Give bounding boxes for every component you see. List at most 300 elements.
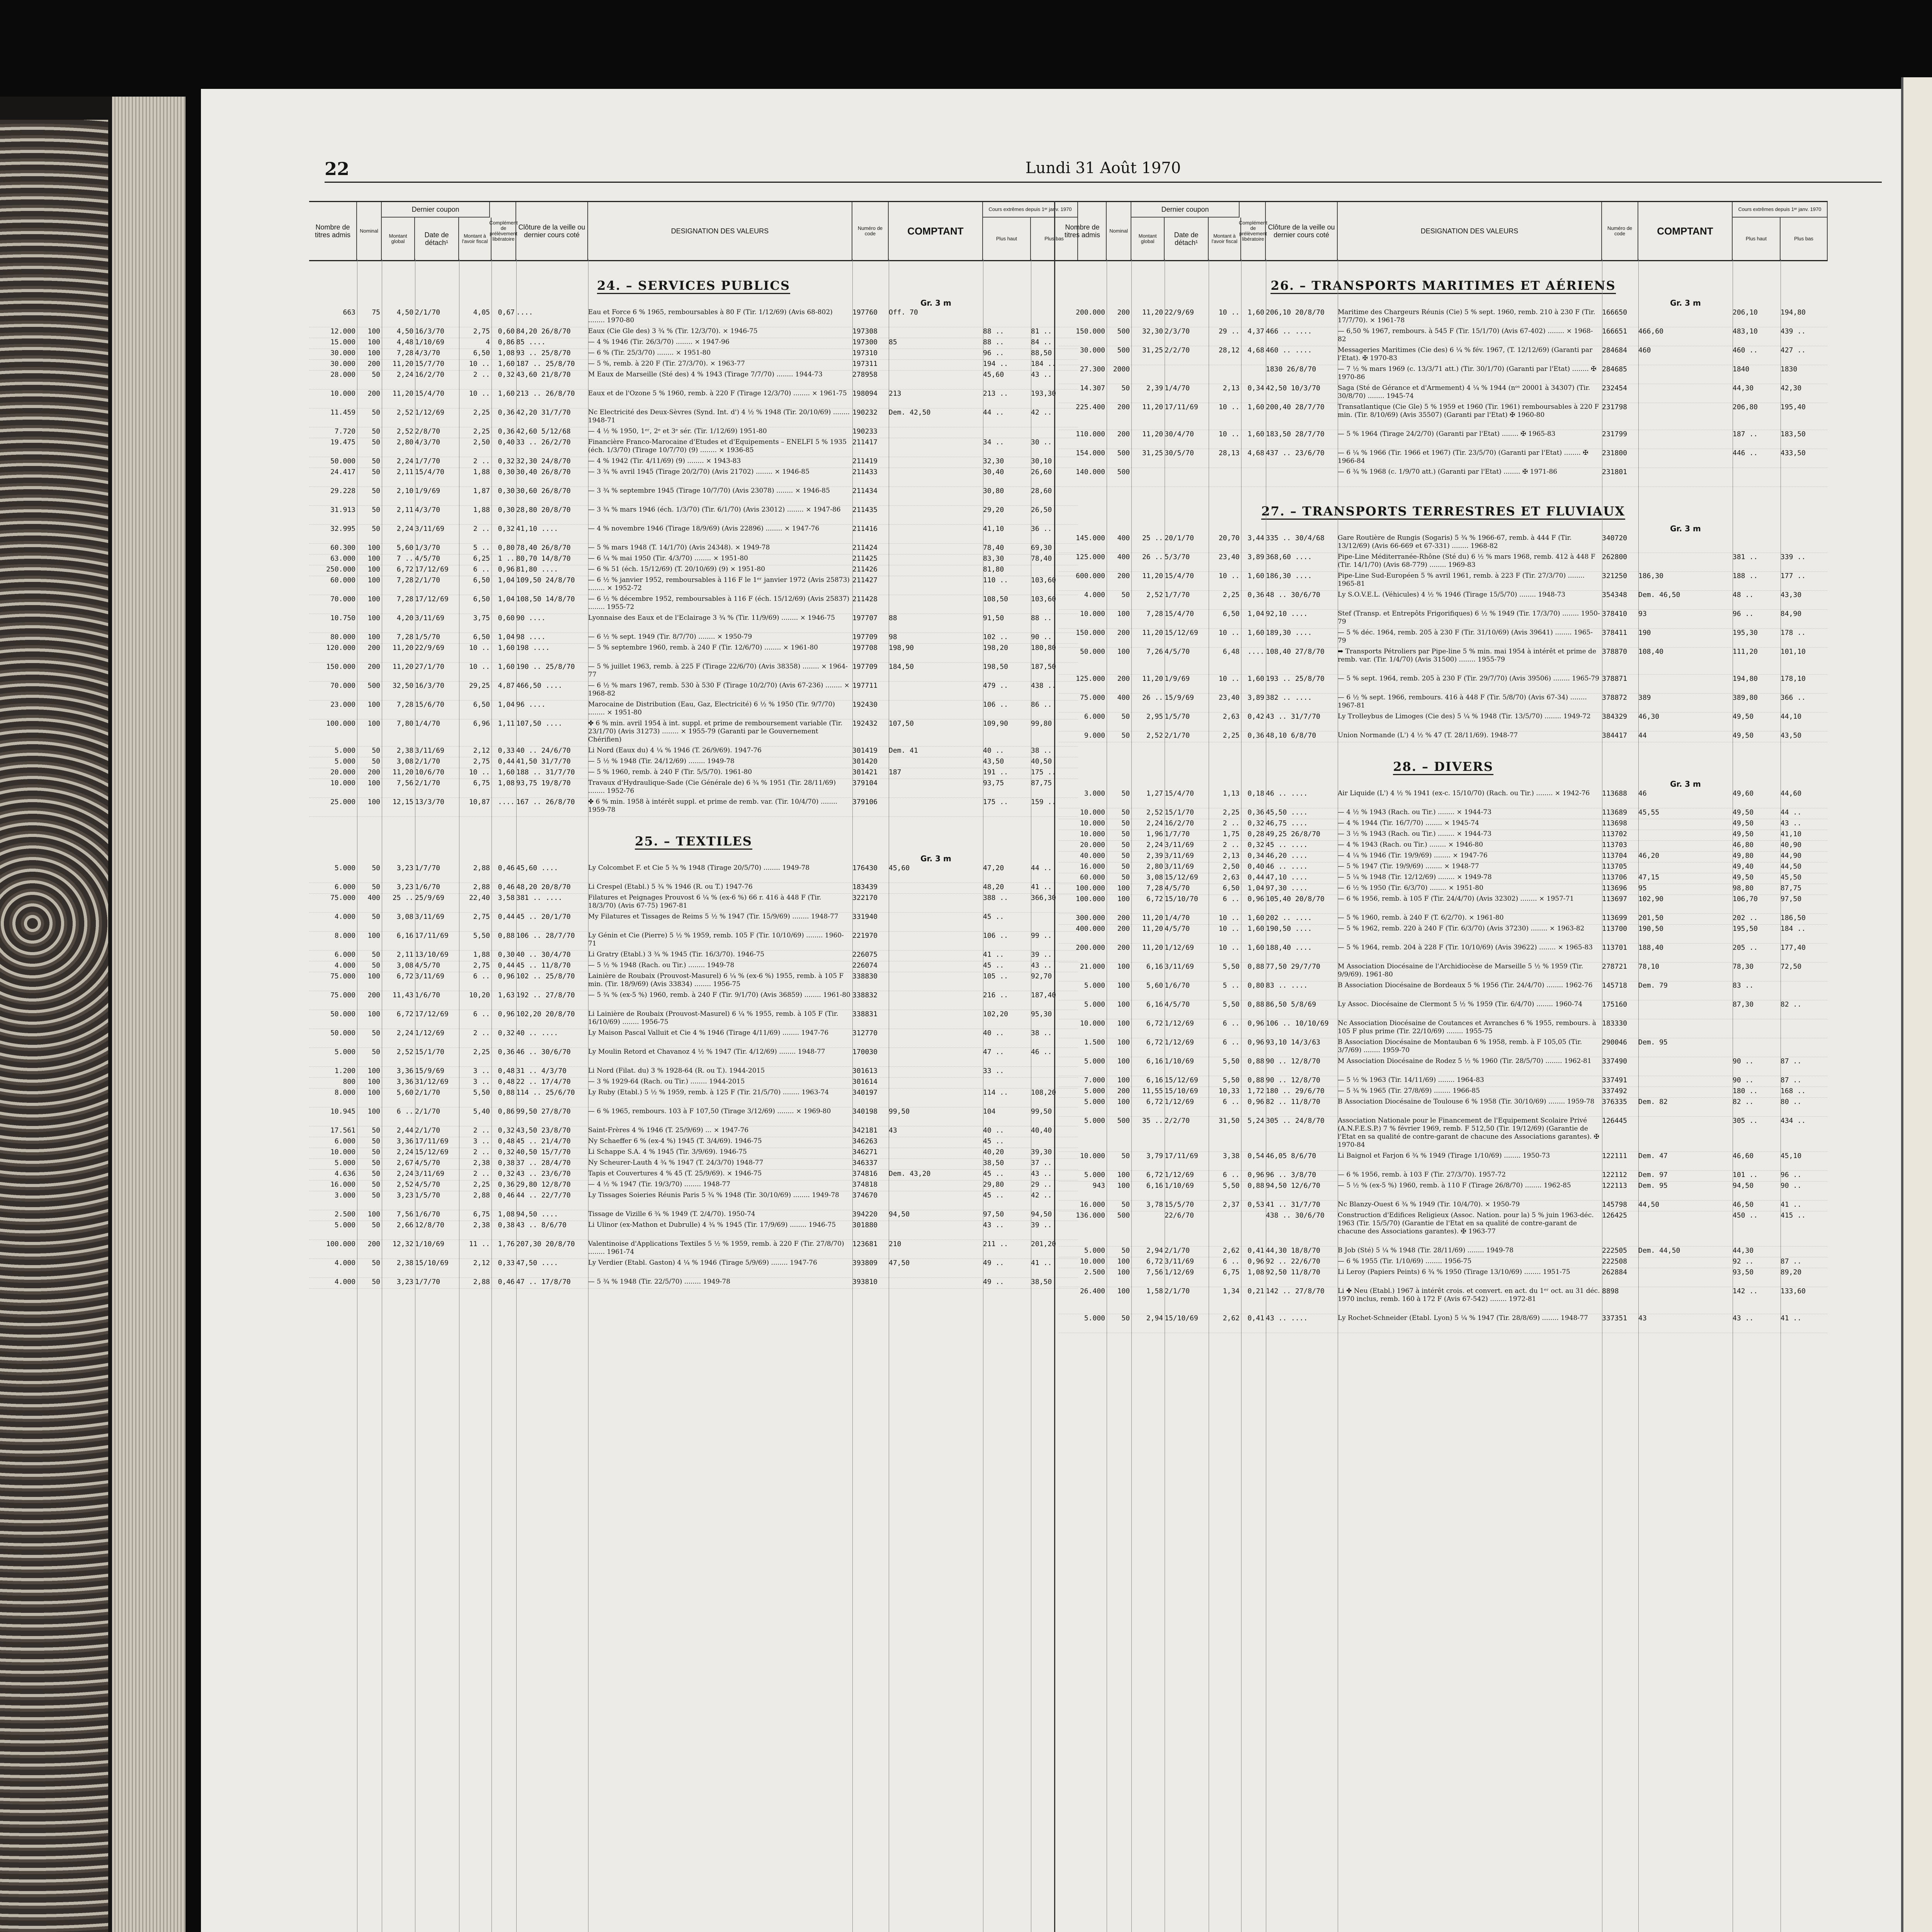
cell-compl: 3,58: [498, 894, 515, 902]
cell-code: 262884: [1602, 1268, 1628, 1276]
cell-des: ➡ Transports Pétroliers par Pipe-line 5 % min. mai 1954 à intérêt et prime de remb. var. (Tir. 1/4/70) (Avis 31500) ........ 1955-79: [1338, 648, 1597, 663]
cell-code: 394220: [852, 1210, 878, 1218]
security-row: [309, 1159, 1078, 1170]
cell-compl: 1,04: [498, 701, 515, 709]
cell-compl: 0,41: [1247, 1247, 1264, 1255]
cell-coupon: 6,72: [1146, 1038, 1163, 1046]
cell-nom: 100: [367, 1067, 380, 1075]
cell-code: 321250: [1602, 572, 1628, 580]
cell-avoir: 2,25: [473, 408, 490, 417]
cell-avoir: 2,12: [473, 1259, 490, 1267]
cell-coupon: 7,56: [396, 779, 413, 787]
cell-coupon: 2,52: [1146, 591, 1163, 599]
cell-compl: 0,34: [1247, 384, 1264, 392]
cell-clot: 207,30 20/8/70: [516, 1240, 575, 1248]
cell-compl: 0,40: [498, 438, 515, 446]
security-row: [309, 1048, 1078, 1067]
cell-bas: 44 ..: [1781, 808, 1802, 816]
security-row: [309, 894, 1078, 913]
cell-clot: 30,60 26/8/70: [516, 487, 571, 495]
header-date-detach: Date de détach¹: [1165, 218, 1209, 260]
cell-date: 1/12/69: [1165, 1268, 1194, 1276]
cell-bas: 433,50: [1781, 449, 1806, 457]
cell-date: 3/11/69: [1165, 852, 1194, 860]
cell-code: 290046: [1602, 1038, 1628, 1046]
cell-nom: 100: [1117, 610, 1130, 618]
cell-haut: 82 ..: [1733, 1098, 1754, 1106]
cell-des: — 5 % 1960, remb. à 240 F (T. 6/2/70). × 1961-80: [1338, 914, 1504, 922]
cell-date: 12/8/70: [415, 1221, 444, 1229]
cell-clot: 190 .. 25/8/70: [516, 663, 575, 671]
cell-bas: 81 ..: [1031, 327, 1052, 335]
cell-clot: 437 .. 23/6/70: [1266, 449, 1325, 457]
cell-nb: 23.000: [330, 701, 355, 709]
cell-nom: 100: [367, 614, 380, 622]
cell-nb: 3.000: [1084, 789, 1105, 798]
cell-code: 301880: [852, 1221, 878, 1229]
cell-nb: 5.000: [1084, 1098, 1105, 1106]
cell-des: — 5 % 1964, remb. 204 à 228 F (Tir. 10/10/69) (Avis 39622) ........ × 1965-83: [1338, 944, 1593, 951]
cell-clot: 335 .. 30/4/68: [1266, 534, 1325, 542]
cell-avoir: 6 ..: [1223, 1019, 1240, 1027]
cell-haut: 195,50: [1733, 925, 1758, 933]
cell-nb: 100.000: [326, 719, 355, 728]
cell-date: 3/11/69: [415, 525, 444, 533]
cell-haut: 206,80: [1733, 403, 1758, 411]
cell-coupon: 2,24: [396, 457, 413, 465]
cell-compl: 0,21: [1247, 1287, 1264, 1295]
cell-compl: 1,60: [1247, 675, 1264, 683]
cell-avoir: 10 ..: [469, 663, 490, 671]
cell-bas: 339 ..: [1781, 553, 1806, 561]
security-row: [309, 972, 1078, 991]
cell-des: — 4 % 1944 (Tir. 16/7/70) ........ × 1945-74: [1338, 819, 1479, 827]
cell-date: 2/1/70: [415, 576, 440, 584]
security-row: [1059, 1057, 1828, 1076]
marbled-endpaper: [0, 120, 108, 1932]
cell-nb: 10.000: [1080, 808, 1105, 816]
cell-avoir: 11 ..: [469, 1240, 490, 1248]
cell-comptant: Dem. 95: [1638, 1038, 1668, 1046]
cell-code: 337351: [1602, 1314, 1628, 1322]
cell-nb: 225.400: [1076, 403, 1105, 411]
cell-haut: 105 ..: [983, 972, 1009, 980]
cell-des: — 5 % 1962, remb. 220 à 240 F (Tir. 6/3/70) (Avis 37230) ........ × 1963-82: [1338, 925, 1585, 932]
cell-code: 122113: [1602, 1182, 1628, 1190]
cell-nom: 50: [372, 1278, 380, 1286]
cell-des: Association Nationale pour le Financement de l'Equipement Scolaire Privé (A.N.F.E.S.P.) 7 % février 1969, remb. F 512,50 (Tir. 19/12/69) (Garantie de l'Etat en sa qualité de contre-garant de chacune des Associations garantes). ✠ 1970-84: [1338, 1117, 1599, 1149]
cell-nom: 50: [372, 1126, 380, 1134]
cell-coupon: 2,52: [1146, 808, 1163, 816]
cell-nom: 400: [1117, 694, 1130, 702]
cell-nb: 10.000: [1080, 610, 1105, 618]
cell-clot: 92,50 11/8/70: [1266, 1268, 1320, 1276]
security-row: [309, 408, 1078, 427]
cell-avoir: 6 ..: [1223, 1038, 1240, 1046]
cell-compl: 0,32: [498, 1029, 515, 1037]
cell-date: 3/11/69: [415, 972, 444, 980]
cell-haut: 93,50: [1733, 1268, 1754, 1276]
cell-des: Construction d'Edifices Religieux (Assoc. Nation. pour la) 5 % juin 1963-déc. 1963 (Tir. 15/5/70) (Garantie de l'Etat en sa qualité de contre-garant de chacune des Associations garantes). ✠ 1963-77: [1338, 1211, 1594, 1235]
cell-nb: 2.500: [334, 1210, 355, 1218]
cell-compl: 0,67: [498, 308, 515, 316]
cell-code: 222505: [1602, 1247, 1628, 1255]
cell-nom: 200: [1117, 1087, 1130, 1095]
cell-date: 1/12/69: [1165, 944, 1194, 952]
security-list: [309, 864, 1078, 1289]
cell-code: 211417: [852, 438, 878, 446]
cell-clot: 49,25 26/8/70: [1266, 830, 1320, 838]
table-header: [1059, 201, 1828, 261]
cell-coupon: 11,20: [392, 768, 413, 776]
security-row: [1059, 884, 1828, 895]
cell-des: Tapis et Couvertures 4 % 45 (T. 25/9/69). × 1946-75: [588, 1170, 762, 1177]
cell-date: 16/3/70: [415, 327, 444, 335]
cell-code: 312770: [852, 1029, 878, 1037]
cell-coupon: 11,20: [392, 663, 413, 671]
cell-haut: 49,40: [1733, 862, 1754, 871]
cell-coupon: 7,28: [396, 595, 413, 603]
header-nombre: Nombre de titres admis: [1059, 202, 1107, 260]
cell-date: 2/2/70: [1165, 346, 1190, 354]
cell-compl: 1,08: [498, 1210, 515, 1218]
cell-compl: 0,96: [1247, 895, 1264, 903]
cell-haut: 305 ..: [1733, 1117, 1758, 1125]
cell-date: 15/4/70: [1165, 610, 1194, 618]
cell-code: 113704: [1602, 852, 1628, 860]
cell-compl: 5,24: [1247, 1117, 1264, 1125]
cell-haut: 211 ..: [983, 1240, 1009, 1248]
cell-avoir: 2,75: [473, 757, 490, 765]
security-row: [1059, 430, 1828, 449]
cell-nb: 10.750: [330, 614, 355, 622]
cell-bas: 44,90: [1781, 852, 1802, 860]
cell-avoir: 28,12: [1218, 346, 1240, 354]
cell-clot: 92 .. 22/6/70: [1266, 1257, 1320, 1265]
cell-date: 15/10/69: [415, 1259, 449, 1267]
security-row: [1059, 1314, 1828, 1333]
cell-nb: 7.720: [334, 427, 355, 435]
page-stack-edge: [112, 97, 185, 1932]
cell-avoir: 22,40: [469, 894, 490, 902]
header-cours-extremes: Cours extrêmes depuis 1ᵉʳ janv. 1970: [1733, 202, 1828, 218]
cell-coupon: 2,52: [396, 427, 413, 435]
cell-nb: 70.000: [330, 682, 355, 690]
cell-nom: 500: [1117, 327, 1130, 335]
cell-des: Messageries Maritimes (Cie des) 6 ¼ % fév. 1967, (T. 12/12/69) (Garanti par l'Etat). ✠ 1970-83: [1338, 346, 1593, 362]
cell-des: M Association Diocésaine de Rodez 5 ½ % 1960 (Tir. 28/5/70) ........ 1962-81: [1338, 1057, 1592, 1065]
cell-clot: 43 .. 31/7/70: [1266, 713, 1320, 721]
cell-nom: 100: [1117, 1076, 1130, 1084]
cell-date: 2/1/70: [415, 757, 440, 765]
cell-haut: 49 ..: [983, 1259, 1004, 1267]
cell-coupon: 2,52: [396, 1048, 413, 1056]
cell-des: Eau et Force 6 % 1965, remboursables à 80 F (Tir. 1/12/69) (Avis 68-802) ........ 1970-80: [588, 308, 833, 324]
cell-des: — 5 ¼ % 1948 (Tir. 12/12/69) ........ × 1949-78: [1338, 873, 1492, 881]
security-row: [1059, 365, 1828, 384]
cell-clot: 90 .. 12/8/70: [1266, 1057, 1320, 1065]
cell-coupon: 6,72: [1146, 1171, 1163, 1179]
cell-bas: 46 ..: [1031, 1048, 1052, 1056]
cell-comptant: Dem. 46,50: [1638, 591, 1680, 599]
cell-nom: 200: [1117, 914, 1130, 922]
cell-compl: 0,88: [1247, 963, 1264, 971]
cell-haut: 40 ..: [983, 1029, 1004, 1037]
cell-code: 197300: [852, 338, 878, 346]
cell-avoir: 5,50: [1223, 1057, 1240, 1065]
cell-coupon: 5,60: [396, 1088, 413, 1097]
table-header: [309, 201, 1078, 261]
cell-compl: 0,48: [498, 1137, 515, 1145]
security-row: [1059, 895, 1828, 914]
cell-nb: 600.000: [1076, 572, 1105, 580]
security-row: [309, 1240, 1078, 1259]
security-row: [309, 1180, 1078, 1191]
header-plus-bas: Plus bas: [1781, 218, 1828, 260]
cell-avoir: 2,75: [473, 327, 490, 335]
cell-comptant: Dem. 44,50: [1638, 1247, 1680, 1255]
cell-date: 2/1/70: [1165, 731, 1190, 740]
header-designation: DESIGNATION DES VALEURS: [588, 202, 852, 260]
cell-comptant: 45,60: [889, 864, 910, 872]
cell-avoir: 29,25: [469, 682, 490, 690]
cell-des: — 6 ¼ % mai 1950 (Tir. 4/3/70) ........ × 1951-80: [588, 554, 748, 562]
cell-coupon: 2,38: [396, 1259, 413, 1267]
cell-compl: 3,89: [1247, 694, 1264, 702]
cell-nb: 100.000: [326, 1240, 355, 1248]
cell-bas: 43,50: [1781, 731, 1802, 740]
cell-code: 145718: [1602, 981, 1628, 990]
cell-code: 183439: [852, 883, 878, 891]
cell-des: — 6 % 1956, remb. à 105 F (Tir. 24/4/70) (Avis 32302) ........ × 1957-71: [1338, 895, 1574, 903]
cell-clot: 188 .. 31/7/70: [516, 768, 575, 776]
cell-haut: 198,20: [983, 644, 1009, 652]
cell-haut: 90 ..: [1733, 1076, 1754, 1084]
cell-date: 16/3/70: [415, 682, 444, 690]
security-row: [1059, 327, 1828, 346]
cell-compl: 1,04: [498, 576, 515, 584]
cell-date: 22/9/69: [415, 644, 444, 652]
cell-nb: 4.000: [334, 1259, 355, 1267]
cell-avoir: 2,88: [473, 883, 490, 891]
cell-clot: 37 .. 28/4/70: [516, 1159, 571, 1167]
cell-date: 15/4/70: [415, 468, 444, 476]
cell-date: 2/8/70: [415, 427, 440, 435]
cell-compl: 0,18: [1247, 789, 1264, 798]
cell-avoir: 2,63: [1223, 713, 1240, 721]
cell-coupon: 6,16: [1146, 1182, 1163, 1190]
cell-code: 301419: [852, 747, 878, 755]
cell-nom: 50: [372, 1148, 380, 1156]
cell-compl: 0,48: [498, 1078, 515, 1086]
header-dernier-coupon: Dernier coupon: [1131, 202, 1240, 218]
cell-nb: 150.000: [326, 663, 355, 671]
cell-avoir: 2 ..: [473, 525, 490, 533]
cell-nb: 60.000: [330, 576, 355, 584]
security-row: [309, 1170, 1078, 1180]
cell-haut: 83 ..: [1733, 981, 1754, 990]
cell-compl: 0,36: [498, 408, 515, 417]
cell-bas: 44 ..: [1031, 864, 1052, 872]
group-label: Gr. 3 m: [920, 854, 951, 863]
cell-clot: 108,50 14/8/70: [516, 595, 575, 603]
cell-nb: 154.000: [1076, 449, 1105, 457]
cell-code: 231798: [1602, 403, 1628, 411]
cell-coupon: 32,30: [1142, 327, 1163, 335]
cell-comptant: 47,15: [1638, 873, 1660, 881]
cell-clot: 92,10 ....: [1266, 610, 1308, 618]
cell-coupon: 2,94: [1146, 1247, 1163, 1255]
security-row: [1059, 694, 1828, 713]
cell-bas: 427 ..: [1781, 346, 1806, 354]
cell-haut: 87,30: [1733, 1000, 1754, 1009]
cell-haut: 101 ..: [1733, 1171, 1758, 1179]
security-row: [309, 487, 1078, 506]
cell-coupon: 7,80: [396, 719, 413, 728]
cell-nb: 16.000: [1080, 1201, 1105, 1209]
cell-comptant: 99,50: [889, 1107, 910, 1116]
security-row: [309, 1191, 1078, 1210]
header-plus-haut: Plus haut: [983, 218, 1031, 260]
cell-date: 2/1/70: [415, 1126, 440, 1134]
cell-nom: 500: [1117, 1211, 1130, 1219]
cell-nom: 100: [1117, 1019, 1130, 1027]
header-numero-code: Numéro de code: [1602, 202, 1638, 260]
cell-des: — 6 ½ % décembre 1952, remboursables à 116 F (éch. 15/12/69) (Avis 25837) ........ 1955-72: [588, 595, 850, 611]
cell-code: 338831: [852, 1010, 878, 1018]
cell-nb: 4.636: [334, 1170, 355, 1178]
cell-des: — 6 % 1955 (Tir. 1/10/69) ........ 1956-75: [1338, 1257, 1472, 1265]
cell-des: — 4 ¼ % 1946 (Tir. 19/9/69) ........ × 1947-76: [1338, 852, 1488, 859]
cell-avoir: 3 ..: [473, 1078, 490, 1086]
cell-des: — 6 % 1956, remb. à 103 F (Tir. 27/3/70). 1957-72: [1338, 1171, 1506, 1179]
section-title-text: 27. – TRANSPORTS TERRESTRES ET FLUVIAUX: [1261, 504, 1625, 520]
cell-clot: 33 .. 26/2/70: [516, 438, 571, 446]
cell-coupon: 7,56: [396, 1210, 413, 1218]
cell-bas: 87 ..: [1781, 1257, 1802, 1265]
cell-nb: 50.000: [1080, 648, 1105, 656]
cell-haut: 460 ..: [1733, 346, 1758, 354]
cell-bas: 177,40: [1781, 944, 1806, 952]
cell-haut: 198,50: [983, 663, 1009, 671]
cell-avoir: 6,75: [473, 779, 490, 787]
cell-nb: 6.000: [1084, 713, 1105, 721]
cell-compl: 0,46: [498, 1278, 515, 1286]
cell-nb: 10.000: [330, 1148, 355, 1156]
cell-coupon: 11,20: [1142, 572, 1163, 580]
cell-code: 126445: [1602, 1117, 1628, 1125]
cell-compl: 0,88: [498, 932, 515, 940]
header-nominal: Nominal: [1107, 202, 1131, 260]
cell-compl: 0,46: [498, 864, 515, 872]
cell-bas: 415 ..: [1781, 1211, 1806, 1219]
cell-nom: 50: [372, 1191, 380, 1199]
cell-haut: 114 ..: [983, 1088, 1009, 1097]
cell-coupon: 6,72: [396, 1010, 413, 1018]
cell-comptant: 46,30: [1638, 713, 1660, 721]
cell-des: — 5 % mars 1948 (T. 14/1/70) (Avis 24348). × 1949-78: [588, 544, 770, 551]
cell-comptant: 44,50: [1638, 1201, 1660, 1209]
cell-nb: 5.000: [334, 747, 355, 755]
cell-haut: 446 ..: [1733, 449, 1758, 457]
cell-bas: 103,60: [1031, 576, 1056, 584]
cell-bas: 38 ..: [1031, 747, 1052, 755]
group-label-row: [1059, 298, 1828, 308]
cell-clot: 200,40 28/7/70: [1266, 403, 1325, 411]
cell-bas: 434 ..: [1781, 1117, 1806, 1125]
cell-date: 2/1/70: [1165, 1287, 1190, 1295]
cell-compl: 0,88: [1247, 1076, 1264, 1084]
cell-clot: 43,50 23/8/70: [516, 1126, 571, 1134]
cell-clot: 187 .. 25/8/70: [516, 360, 575, 368]
security-row: [309, 1278, 1078, 1289]
cell-bas: 178 ..: [1781, 629, 1806, 637]
cell-nom: 50: [372, 468, 380, 476]
cell-nb: 19.475: [330, 438, 355, 446]
cell-nb: 136.000: [1076, 1211, 1105, 1219]
header-numero-code: Numéro de code: [852, 202, 889, 260]
cell-avoir: 10 ..: [1218, 403, 1240, 411]
cell-nom: 100: [1117, 1057, 1130, 1065]
cell-compl: 1,60: [1247, 914, 1264, 922]
cell-nom: 100: [367, 932, 380, 940]
cell-date: 1/6/70: [415, 1210, 440, 1218]
cell-des: Li ✤ Neu (Etabl.) 1967 à intérêt crois. et convert. en act. du 1ᵉʳ oct. au 31 déc. 1970 inclus, remb. 160 à 172 F (Avis 67-542) ........ 1972-81: [1338, 1287, 1600, 1303]
cell-date: 1/5/70: [415, 633, 440, 641]
cell-clot: 48,10 6/8/70: [1266, 731, 1316, 740]
cell-nb: 4.000: [334, 1278, 355, 1286]
cell-avoir: 6,25: [473, 554, 490, 563]
cell-code: 197310: [852, 349, 878, 357]
cell-bas: 69,30: [1031, 544, 1052, 552]
cell-bas: 186,50: [1781, 914, 1806, 922]
cell-comptant: 95: [1638, 884, 1647, 892]
cell-comptant: 94,50: [889, 1210, 910, 1218]
cell-haut: 104: [983, 1107, 996, 1116]
cell-bas: 87,75: [1031, 779, 1052, 787]
cell-code: 374818: [852, 1180, 878, 1189]
cell-compl: 0,36: [1247, 808, 1264, 816]
cell-bas: 42 ..: [1031, 408, 1052, 417]
cell-date: 4/3/70: [415, 506, 440, 514]
group-label-row: [1059, 524, 1828, 534]
cell-avoir: 10 ..: [1218, 308, 1240, 316]
cell-nom: 50: [1121, 819, 1130, 827]
cell-code: 113706: [1602, 873, 1628, 881]
header-date-detach: Date de détach¹: [415, 218, 459, 260]
security-row: [309, 798, 1078, 817]
cell-clot: 40,50 15/7/70: [516, 1148, 571, 1156]
security-row: [309, 1221, 1078, 1240]
cell-bas: 43 ..: [1031, 961, 1052, 969]
header-comptant: COMPTANT: [1638, 202, 1733, 260]
cell-coupon: 3,08: [396, 757, 413, 765]
cell-compl: 1 ..: [498, 554, 515, 563]
cell-des: — 5 ¾ % 1965 (Tir. 27/8/69) ........ 1966-85: [1338, 1087, 1480, 1095]
cell-code: 113688: [1602, 789, 1628, 798]
cell-haut: 93,75: [983, 779, 1004, 787]
group-label: Gr. 3 m: [1670, 298, 1701, 308]
cell-comptant: 43: [889, 1126, 897, 1134]
cell-clot: 44 .. 22/7/70: [516, 1191, 571, 1199]
cell-avoir: 6 ..: [1223, 1098, 1240, 1106]
cell-date: 17/11/69: [415, 1137, 449, 1145]
cell-code: 113705: [1602, 862, 1628, 871]
cell-nom: 50: [1121, 731, 1130, 740]
cell-nom: 100: [1117, 1038, 1130, 1046]
section-title: [309, 832, 1078, 850]
cell-des: Marocaine de Distribution (Eau, Gaz, Electricité) 6 ½ % 1950 (Tir. 9/7/70) ........ × 1951-80: [588, 701, 835, 716]
